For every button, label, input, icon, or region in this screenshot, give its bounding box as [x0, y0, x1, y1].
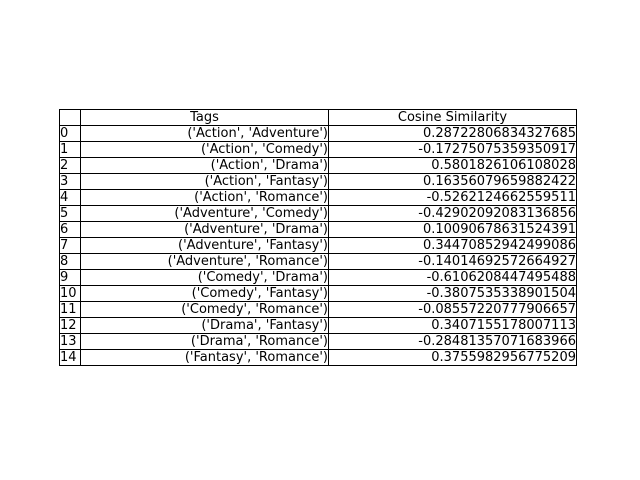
table-row: [60, 254, 577, 270]
row-label: 8: [60, 254, 81, 270]
header-row: [60, 110, 577, 126]
cell-tags: ('Drama', 'Fantasy'): [81, 318, 329, 334]
cell-cosine-similarity: -0.28481357071683966: [329, 334, 577, 350]
row-label: 5: [60, 206, 81, 222]
cell-tags: ('Adventure', 'Comedy'): [81, 206, 329, 222]
table-row: [60, 350, 577, 366]
cell-cosine-similarity: -0.14014692572664927: [329, 254, 577, 270]
row-label: 9: [60, 270, 81, 286]
row-label: 11: [60, 302, 81, 318]
column-header-tags: Tags: [81, 110, 329, 126]
cell-cosine-similarity: 0.3755982956775209: [329, 350, 577, 366]
cell-cosine-similarity: -0.42902092083136856: [329, 206, 577, 222]
column-header-cosine-similarity: Cosine Similarity: [329, 110, 577, 126]
cell-tags: ('Adventure', 'Romance'): [81, 254, 329, 270]
table-row: [60, 174, 577, 190]
table-body: [60, 126, 577, 366]
row-label: 4: [60, 190, 81, 206]
cell-tags: ('Action', 'Romance'): [81, 190, 329, 206]
row-label: 7: [60, 238, 81, 254]
cell-cosine-similarity: 0.28722806834327685: [329, 126, 577, 142]
table-row: [60, 302, 577, 318]
cell-cosine-similarity: 0.5801826106108028: [329, 158, 577, 174]
row-label: 12: [60, 318, 81, 334]
table-row: [60, 206, 577, 222]
cell-tags: ('Action', 'Adventure'): [81, 126, 329, 142]
cell-cosine-similarity: 0.3407155178007113: [329, 318, 577, 334]
row-label: 2: [60, 158, 81, 174]
cell-tags: ('Action', 'Fantasy'): [81, 174, 329, 190]
table-row: [60, 222, 577, 238]
row-label: 3: [60, 174, 81, 190]
cell-tags: ('Comedy', 'Drama'): [81, 270, 329, 286]
cell-cosine-similarity: 0.10090678631524391: [329, 222, 577, 238]
cell-cosine-similarity: 0.34470852942499086: [329, 238, 577, 254]
row-label: 13: [60, 334, 81, 350]
cell-tags: ('Comedy', 'Fantasy'): [81, 286, 329, 302]
header-corner: [60, 110, 81, 126]
cell-tags: ('Drama', 'Romance'): [81, 334, 329, 350]
cell-cosine-similarity: -0.6106208447495488: [329, 270, 577, 286]
table-row: [60, 126, 577, 142]
row-label: 6: [60, 222, 81, 238]
cell-tags: ('Adventure', 'Drama'): [81, 222, 329, 238]
similarity-table: [59, 109, 577, 366]
row-label: 1: [60, 142, 81, 158]
cell-tags: ('Comedy', 'Romance'): [81, 302, 329, 318]
cell-cosine-similarity: -0.5262124662559511: [329, 190, 577, 206]
row-label: 10: [60, 286, 81, 302]
cell-tags: ('Fantasy', 'Romance'): [81, 350, 329, 366]
table-row: [60, 318, 577, 334]
table-row: [60, 286, 577, 302]
cell-tags: ('Action', 'Comedy'): [81, 142, 329, 158]
cell-cosine-similarity: -0.3807535338901504: [329, 286, 577, 302]
table-row: [60, 238, 577, 254]
cell-tags: ('Adventure', 'Fantasy'): [81, 238, 329, 254]
row-label: 14: [60, 350, 81, 366]
table-row: [60, 190, 577, 206]
table-row: [60, 142, 577, 158]
cell-cosine-similarity: -0.08557220777906657: [329, 302, 577, 318]
table-row: [60, 270, 577, 286]
cell-cosine-similarity: -0.17275075359350917: [329, 142, 577, 158]
cell-tags: ('Action', 'Drama'): [81, 158, 329, 174]
cell-cosine-similarity: 0.16356079659882422: [329, 174, 577, 190]
table-row: [60, 334, 577, 350]
table-row: [60, 158, 577, 174]
row-label: 0: [60, 126, 81, 142]
